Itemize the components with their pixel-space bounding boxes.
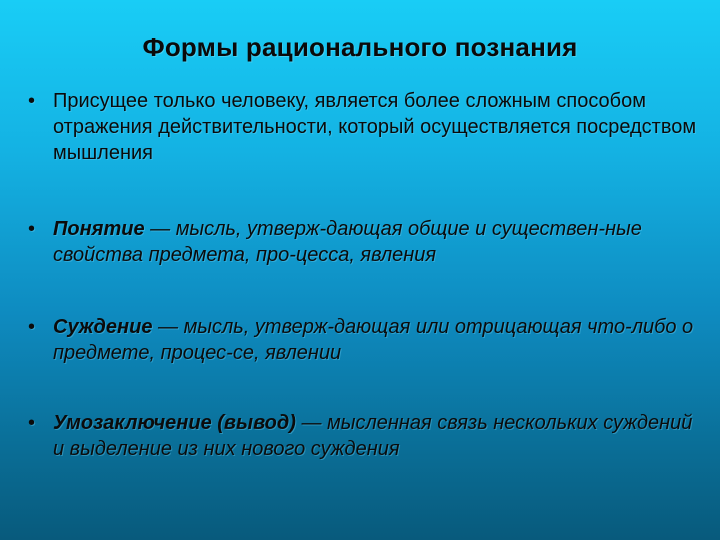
bullet-term: Умозаключение (вывод) (53, 412, 296, 434)
bullet-icon: • (28, 412, 36, 434)
bullet-item (28, 410, 698, 462)
bullet-description: Присущее только человеку, является более сложным способом отражения действительности, который осуществляется посредством мышления (53, 90, 697, 164)
bullet-item (28, 314, 698, 366)
bullet-text (53, 314, 698, 366)
bullet-icon: • (28, 218, 36, 240)
bullet-description: — мысль, утверж-дающая общие и существен-ные свойства предмета, про-цесса, явления (53, 218, 642, 266)
bullet-text (53, 410, 698, 462)
bullet-icon: • (28, 316, 36, 338)
bullet-term: Понятие (53, 218, 145, 240)
bullet-term: Суждение (53, 316, 153, 338)
bullet-description: — мысль, утверж-дающая или отрицающая что-либо о предмете, процес-се, явлении (53, 316, 694, 364)
bullet-icon: • (28, 90, 36, 112)
bullet-item (28, 216, 698, 268)
slide-title: Формы рационального познания (142, 32, 578, 62)
bullet-text (53, 216, 698, 268)
bullet-item (28, 88, 698, 166)
bullet-text (53, 88, 698, 166)
bullet-description: — мысленная связь нескольких суждений и выделение из них нового суждения (53, 412, 693, 460)
